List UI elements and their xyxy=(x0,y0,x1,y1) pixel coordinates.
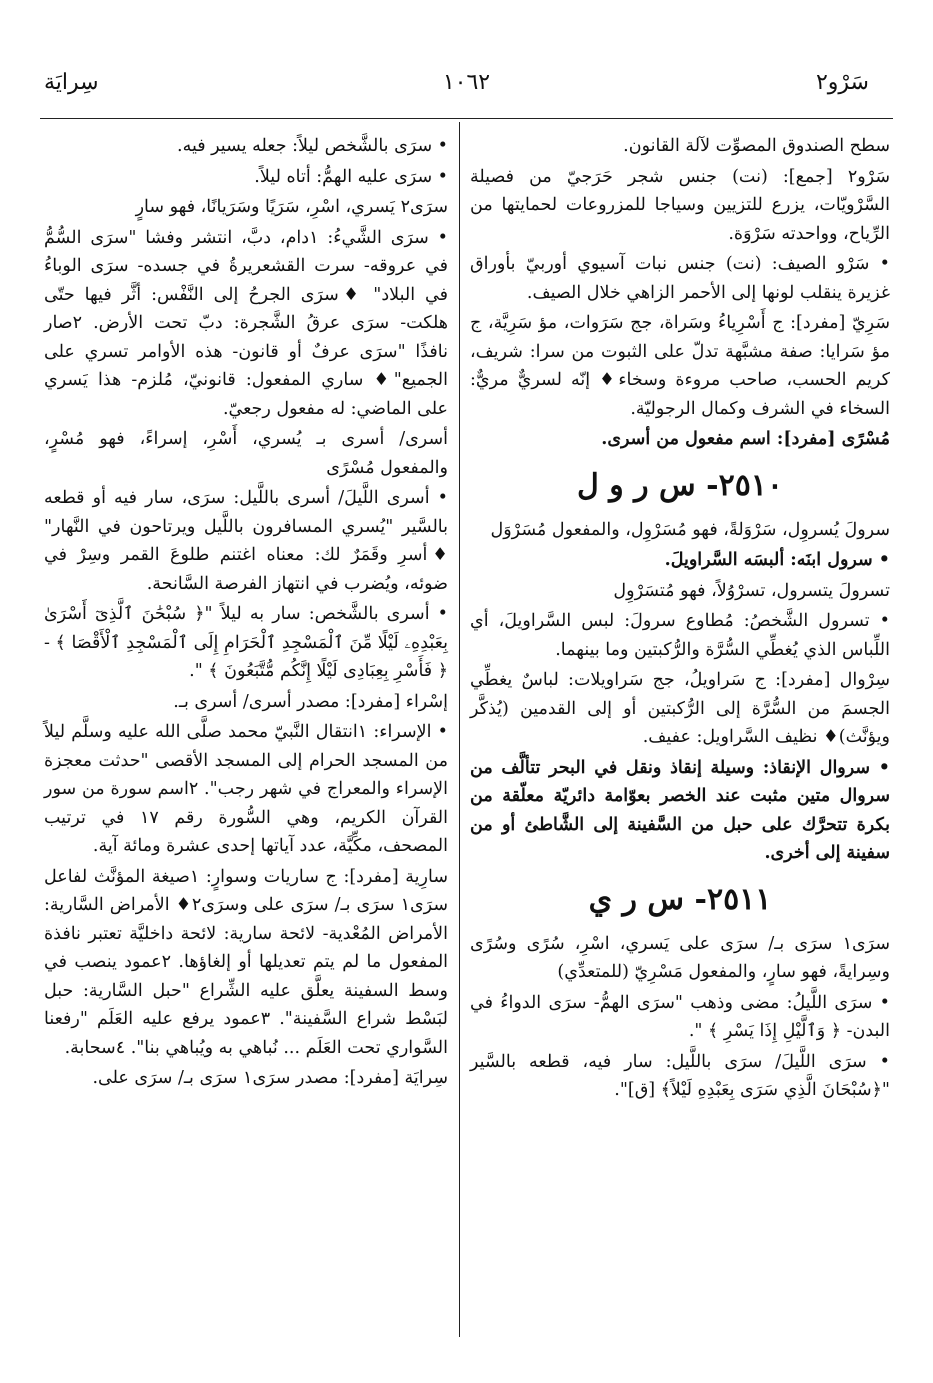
entry-sarwal-ibnah: • سرول ابنَه: ألبسَه السَّراويلَ. xyxy=(664,550,890,570)
entry-sarw-summer: • سَرْو الصيف: (نت) جنس نبات آسيوي أوربيّ بأوراق غزيرة ينقلب لونها إلى الأحمر الزاهي خلال الصيف. xyxy=(470,254,890,303)
column-divider xyxy=(459,122,460,1337)
page-header xyxy=(40,66,893,106)
entry-tasarwal: تسرولَ يتسرول، تسرْوُلاً، فهو مُتسَرْوِل xyxy=(613,580,890,601)
entry-asra-layl: • أسرى اللَّيلَ/ أسرى باللَّيل: سرَى، سار فيه أو قطعه بالسَّير "يُسري المسافرون باللَّيل ويرتاحون في النَّهار" ♦أسرِ وقَمَرٌ لك: معناه اغتنم طلوعَ القمر وسِرْ في ضوئه، ويُضرب في انتهاز الفرصة السَّانحة. xyxy=(44,488,448,594)
entry-sarw2: سَرْو٢ [جمع]: (نت) جنس شجر حَرَجيّ من فصيلة السَّرْويّات، يزرع للتزيين وسياجا للمزروعات لحمايتها من الرِّياح، وواحدته سَرْوَة. xyxy=(470,166,890,244)
entry-siraya: سِرايَة [مفرد]: مصدر سرَى١ سرَى بـ/ سرَى على. xyxy=(92,1068,448,1088)
entry-text: سطح الصندوق المصوِّت لآلة القانون. xyxy=(623,136,890,156)
entry-isra: إسْراء [مفرد]: مصدر أسرى/ أسرى بـ. xyxy=(173,691,448,712)
entry-sara-shay: • سرَى الشَّيءُ: ١دام، دبَّ، انتشر وفشا "سرَى السُّمُّ في عروقه- سرت القشعريرةُ في جسده- سرَى الوباءُ في البلاد" ♦سرَى الجرحُ إلى النَّفْس: أثَّر فيها حتّى هلكت- سرَى عرقُ الشَّجرة: دبّ تحت الأرض. ٢صار نافذًا "سرَى عرفٌ أو قانون- هذه الأوامر تسري على الجميع"♦ ساري المفعول: قانونيّ، مُلزم- هذا يَسري على الماضي: له مفعول رجعيّ. xyxy=(44,227,448,419)
right-column xyxy=(470,132,890,1107)
entry-sara-layl: • سرَى اللَّيلُ: مضى وذهب "سرَى الهمُّ- سرَى الدواءُ في البدن- ﴿ وَٱلَّيْلِ إِذَا يَسْرِ ﴾ ". xyxy=(470,992,890,1041)
entry-asra: أسرى/ أسرى بـ يُسري، أَسْرِ، إسراءً، فهو مُسْرٍ، والمفعول مُسْرًى xyxy=(44,429,448,478)
root-heading-2510: ٢٥١٠- س ر و ل xyxy=(576,467,784,503)
left-column xyxy=(44,132,448,1095)
root-heading-2511: ٢٥١١- س ر ي xyxy=(588,881,772,917)
guide-word-right: سَرْو٢ xyxy=(815,70,869,95)
entry-sirwal: سِرْوال [مفرد]: ج سَراويلُ، جج سَراويلات: لباسٌ يغطِّي الجسمَ من السُّرَّة إلى الرُّكبتين أو إلى القدمين (يُذكَّر ويؤنَّث)♦ نظيف السَّراويل: عفيف. xyxy=(470,670,890,747)
entry-sara-hamm: • سرَى عليه الهمُّ: أتاه ليلاً. xyxy=(254,166,448,187)
entry-sara-bil-layl: • سرَى اللَّيلَ/ سرَى باللَّيل: سار فيه، قطعه بالسَّير "﴿سُبْحَانَ الَّذِي سَرَى بِعَبْدِهِ لَيْلاً﴾ [ق]". xyxy=(470,1051,890,1100)
entry-al-isra: • الإسراء: ١انتقال النَّبيّ محمد صلَّى الله عليه وسلَّم ليلاً من المسجد الحرام إلى المسجد الأقصى "حدثت معجزة الإسراء والمعراج في شهر رجب". ٢اسم سورة من سور القرآن الكريم، وهي السُّورة رقم ١٧ في ترتيب المصحف، مكِّيَّة، عدد آياتها إحدى عشرة ومائة آية. xyxy=(44,722,448,856)
entry-sara-bishakhs: • سرَى بالشَّخص ليلاً: جعله يسير فيه. xyxy=(177,136,448,156)
page-number: ١٠٦٢ xyxy=(442,70,491,95)
entry-sariy: سَرِيّ [مفرد]: ج أَسْرِياءُ وسَراة، جج سَرَوات، مؤ سَرِيَّة، ج مؤ سَرايا: صفة مشبَّهة تدلّ على الثبوت من سرا: شريف، كريم الحسب، صاحب مروءة وسخاء♦ إنّه لسريٌّ مريٌّ: السخاء في الشرف وكمال الرجوليّة. xyxy=(470,313,890,419)
entry-asra-bishakhs: • أسرى بالشَّخص: سار به ليلاً "﴿ سُبْحَٰنَ ٱلَّذِىٓ أَسْرَىٰ بِعَبْدِهِۦ لَيْلًا مِّنَ ٱلْمَسْجِدِ ٱلْحَرَامِ إِلَى ٱلْمَسْجِدِ ٱلْأَقْصَا ﴾ - ﴿ فَأَسْرِ بِعِبَادِى لَيْلًا إِنَّكُم مُّتَّبَعُونَ ﴾ ". xyxy=(44,604,448,681)
entry-musra: مُسْرًى [مفرد]: اسم مفعول من أسرى. xyxy=(601,429,890,449)
entry-sara1: سرَى١ سرَى بـ/ سرَى على يَسري، اسْرِ، سُرًى وسُرًى وسِرايةً، فهو سارٍ، والمفعول مَسْرِيّ (للمتعدِّي) xyxy=(470,933,890,982)
header-rule xyxy=(40,118,893,119)
entry-sirwal-inqadh: • سروال الإنقاذ: وسيلة إنقاذ ونقل في البحر تتألَّف من سروال متين مثبت عند الخصر بعوّامة دائريّة معلّقة من بكرة تتحرَّك على حبل من السَّفينة إلى الشَّاطئ أو من سفينة إلى أخرى. xyxy=(470,757,890,863)
entry-sarwal-verb: سرولَ يُسروِل، سَرْوَلةً، فهو مُسَرْوِل، والمفعول مُسَرْوَل xyxy=(490,519,890,540)
guide-word-left: سِرايَة xyxy=(44,70,99,95)
entry-tasarwal-shakhs: • تسرول الشَّخصُ: مُطاوع سرولَ: لبس السَّراويلَ، أي اللِّباس الذي يُغطِّي السُّرَّة والرُّكبتين وما بينهما. xyxy=(470,611,890,660)
entry-sariya: سارِية [مفرد]: ج ساريات وسوارٍ: ١صيغة المؤنَّث لفاعل سرَى١ سرَى بـ/ سرَى على وسرَى٢♦ الأمراض السَّارية: الأمراض المُعْدية- لائحة سارية: لائحة داخليَّة تعتبر نافذة المفعول ما لم يتم تعديلها أو إلغاؤها. ٢عمود ينصب في وسط السفينة يعلَّق عليه الشِّراع "حبل السَّارية: حبل لبَسْط شراع السَّفينة". ٣عمود يرفع عليه العَلَم "رفعنا السَّواري تحت العَلَم ... نُباهي به ويُباهي بنا". ٤سحابة. xyxy=(44,866,449,1058)
entry-sara2: سرَى٢ يَسري، اسْرِ، سَرَيًا وسَرَيانًا، فهو سارٍ xyxy=(135,197,448,217)
